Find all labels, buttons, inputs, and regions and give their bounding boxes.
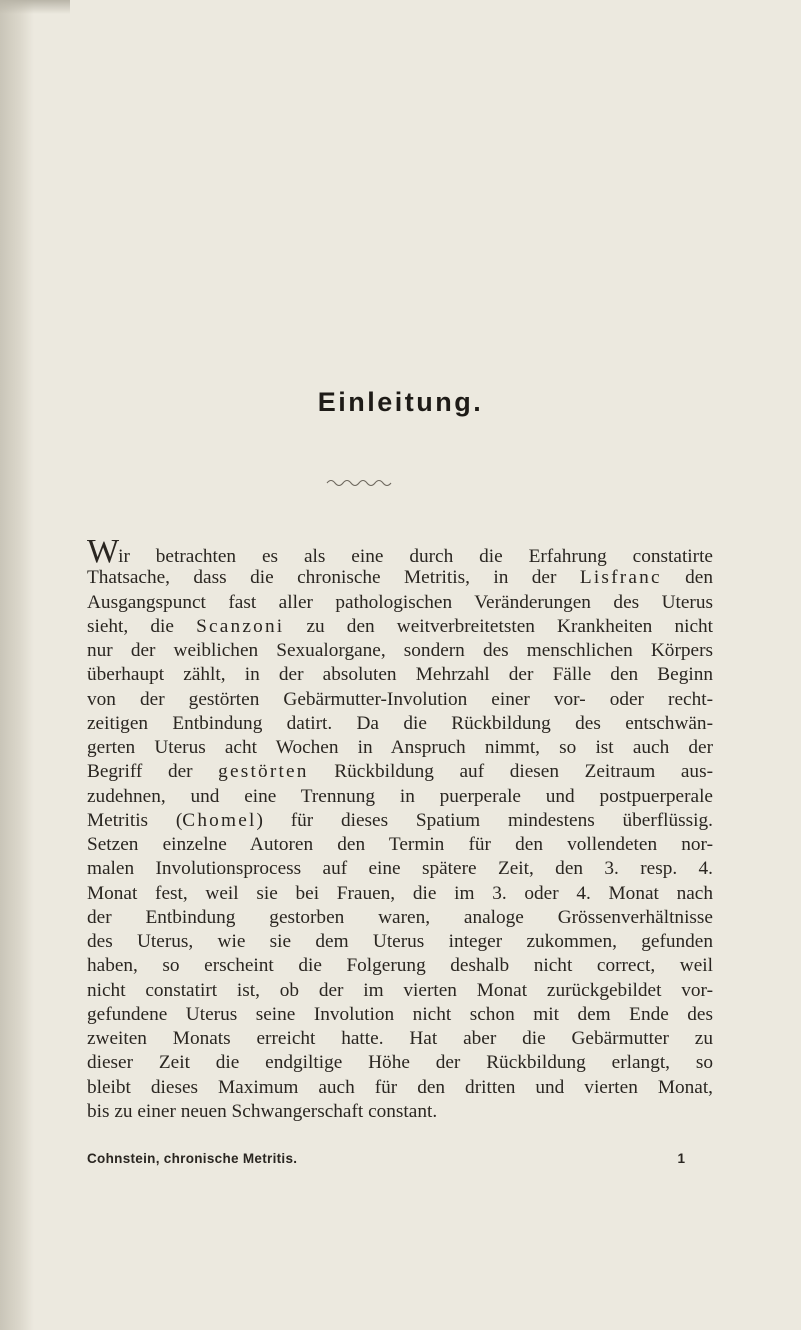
text-line: Wir betrachten es als eine durch die Erfahrung constatirte <box>87 533 713 570</box>
author-name: Lisfranc <box>579 567 662 589</box>
text-line: überhaupt zählt, in der absoluten Mehrzahl der Fälle den Beginn <box>87 664 713 686</box>
text-line: bis zu einer neuen Schwangerschaft constant. <box>87 1100 438 1122</box>
page-corner-shadow <box>0 0 70 14</box>
signature-line: Cohnstein, chronische Metritis. <box>87 1151 298 1166</box>
text-line: Setzen einzelne Autoren den Termin für den vollendeten nor- <box>87 834 713 855</box>
text-line: haben, so erscheint die Folgerung deshalb nicht correct, weil <box>87 955 713 977</box>
text-line: Thatsache, dass die chronische Metritis, in der Lisfranc den <box>87 567 713 589</box>
text-line: nicht constatirt ist, ob der im vierten Monat zurückgebildet vor- <box>87 979 713 1001</box>
text-line: dieser Zeit die endgiltige Höhe der Rückbildung erlangt, so <box>87 1052 713 1074</box>
text-line: gefundene Uterus seine Involution nicht schon mit dem Ende des <box>87 1003 713 1025</box>
text-line: malen Involutionsprocess auf eine spätere Zeit, den 3. resp. 4. <box>87 858 713 880</box>
author-name: Scanzoni <box>196 615 285 637</box>
text-line: zudehnen, und eine Trennung in puerperale und postpuerperale <box>87 785 713 807</box>
text-line: Begriff der gestörten Rückbildung auf diesen Zeitraum aus- <box>87 761 713 783</box>
chapter-heading: Einleitung. <box>317 387 484 417</box>
text-line: nur der weiblichen Sexualorgane, sondern des menschlichen Körpers <box>87 640 713 661</box>
text-line: bleibt dieses Maximum auch für den dritten und vierten Monat, <box>87 1076 713 1098</box>
text-line: Metritis (Chomel) für dieses Spatium mindestens überflüssig. <box>87 809 713 831</box>
text-line: zeitigen Entbindung datirt. Da die Rückbildung des entschwän- <box>87 712 713 734</box>
text-line: von der gestörten Gebärmutter-Involution einer vor- oder recht- <box>87 688 713 710</box>
emphasized-word: gestörten <box>218 761 309 783</box>
body-paragraph <box>87 533 713 1124</box>
drop-cap: W <box>87 533 119 570</box>
text-line: zweiten Monats erreicht hatte. Hat aber die Gebärmutter zu <box>87 1028 713 1049</box>
page-edge-shadow <box>0 0 34 1330</box>
text-line: der Entbindung gestorben waren, analoge Grössenverhältnisse <box>87 906 713 928</box>
wavy-ornament <box>325 477 395 487</box>
text-line: Monat fest, weil sie bei Frauen, die im 3. oder 4. Monat nach <box>87 882 713 904</box>
page-footer <box>87 1151 685 1171</box>
sheet-number: 1 <box>677 1151 685 1166</box>
text-line: Ausgangspunct fast aller pathologischen Veränderungen des Uterus <box>87 591 713 613</box>
text-line: des Uterus, wie sie dem Uterus integer zukommen, gefunden <box>87 931 713 952</box>
author-name: Chomel <box>182 809 257 831</box>
text-line: sieht, die Scanzoni zu den weitverbreitetsten Krankheiten nicht <box>87 615 713 637</box>
text-line: gerten Uterus acht Wochen in Anspruch nimmt, so ist auch der <box>87 737 713 758</box>
